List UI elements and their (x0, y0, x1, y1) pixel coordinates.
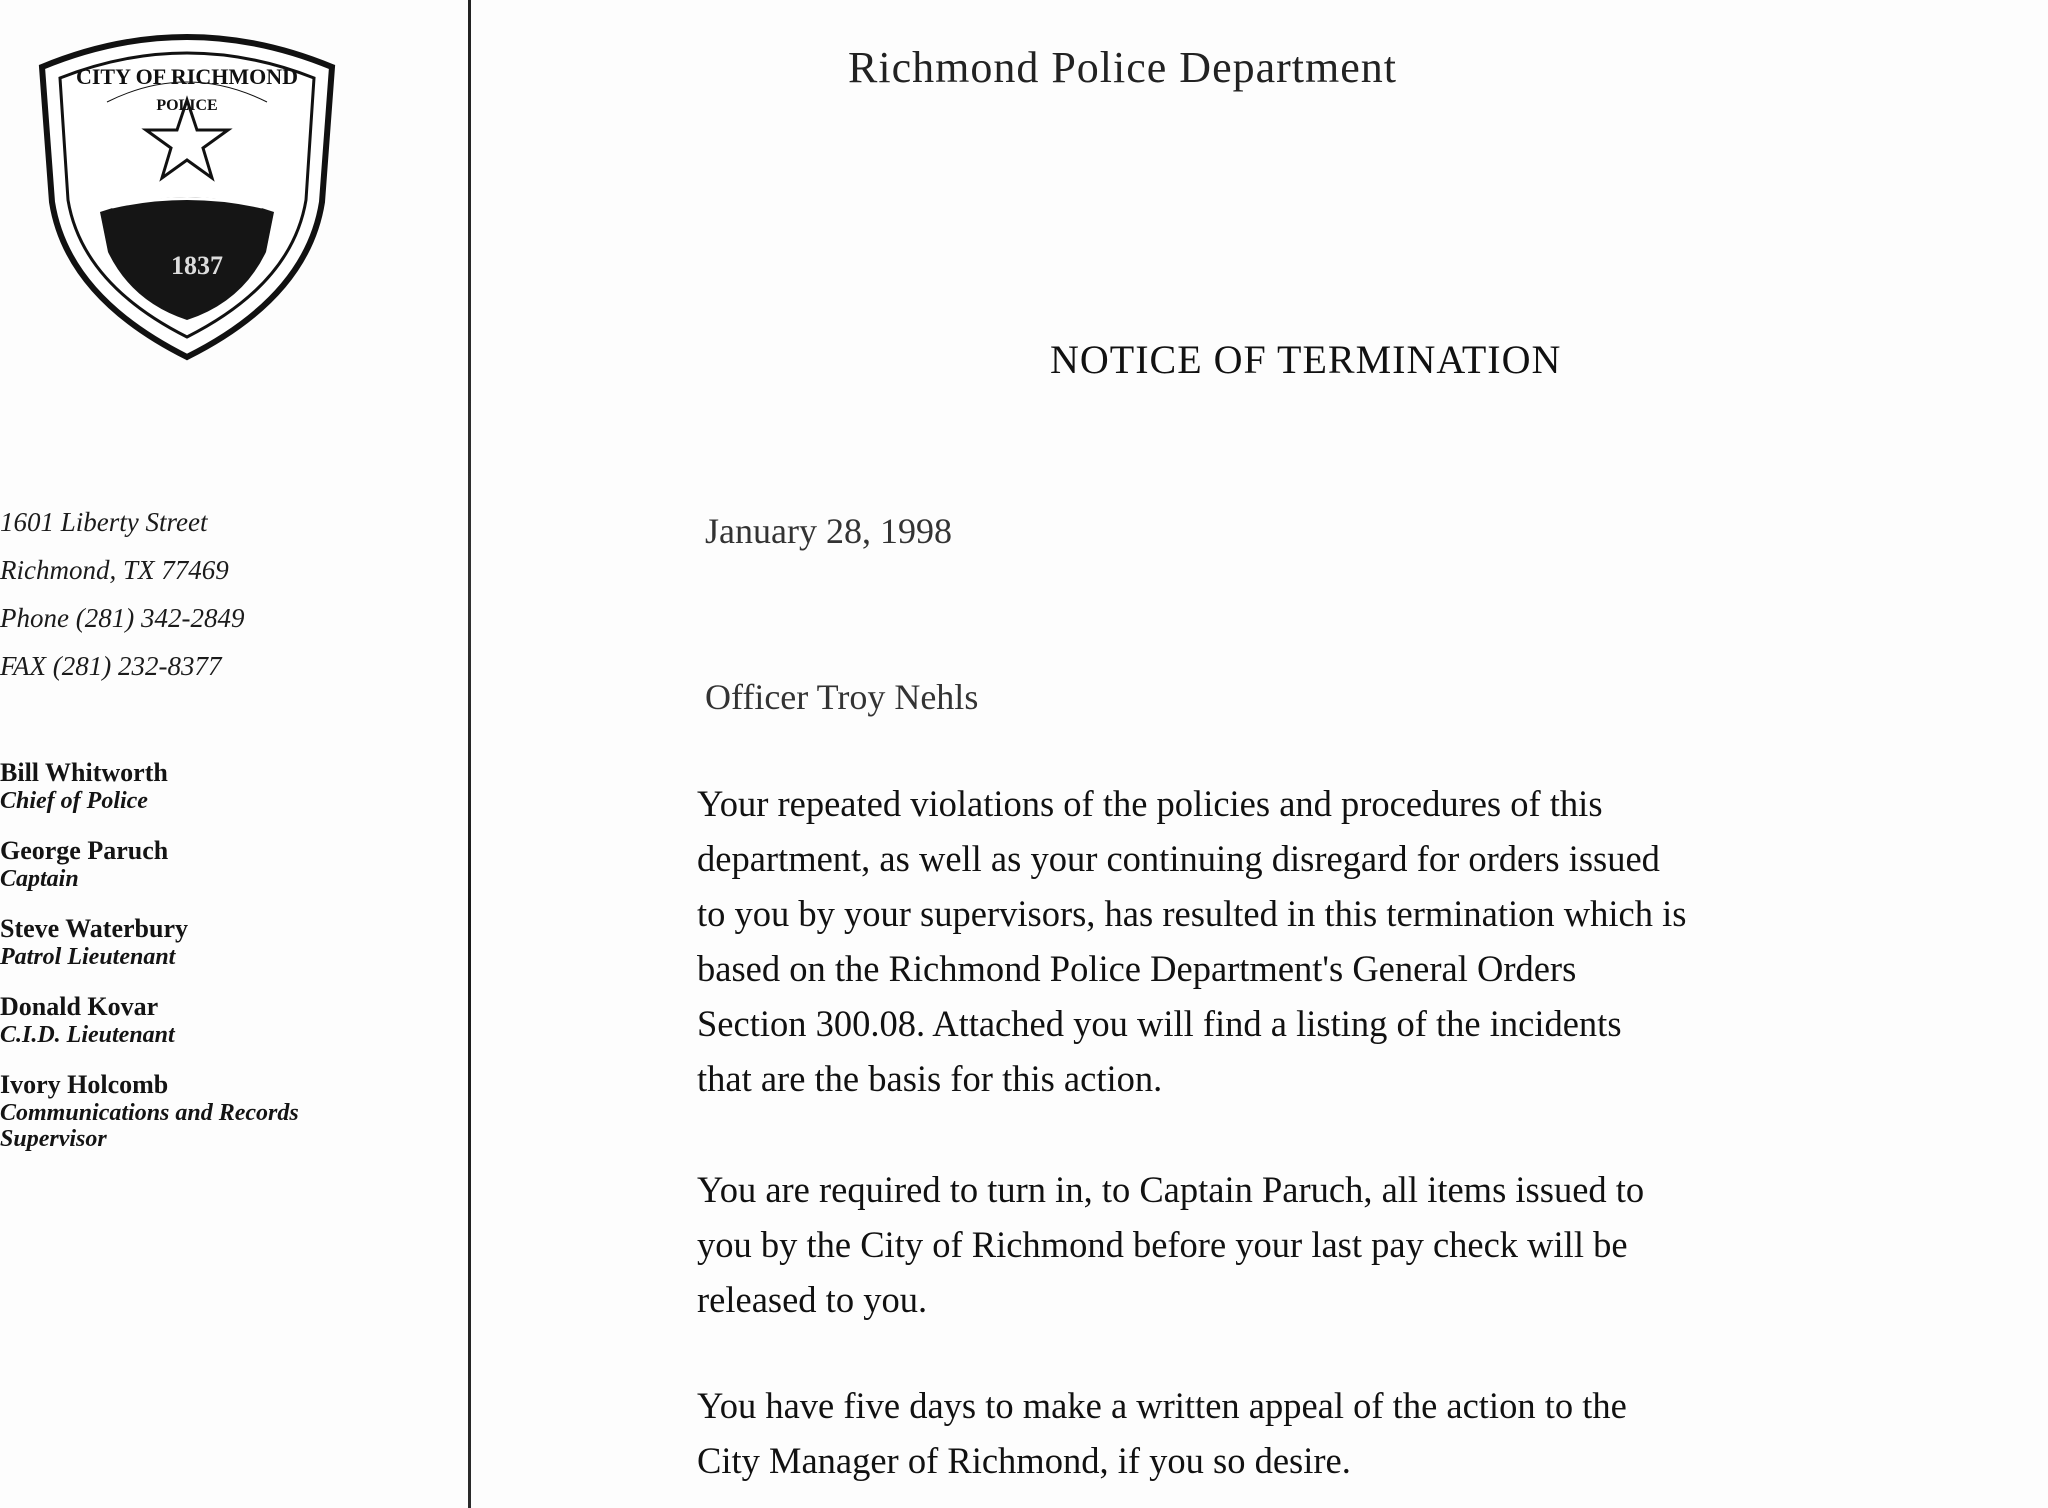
notice-title: NOTICE OF TERMINATION (1050, 337, 1562, 382)
department-address (0, 498, 420, 690)
staff-title: C.I.D. Lieutenant (0, 1022, 175, 1048)
staff-entry (0, 992, 460, 1048)
police-badge-seal (22, 12, 352, 362)
staff-name: Steve Waterbury (0, 914, 188, 943)
text-line: You are required to turn in, to Captain Paruch, all items issued to (697, 1169, 1645, 1210)
text-line: You have five days to make a written appeal of the action to the (697, 1385, 1627, 1426)
badge-year-text: 1837 (171, 251, 223, 280)
staff-title: Communications and Records Supervisor (0, 1100, 299, 1152)
staff-title: Patrol Lieutenant (0, 944, 176, 970)
staff-name: Ivory Holcomb (0, 1070, 169, 1099)
text-line: you by the City of Richmond before your last pay check will be (697, 1224, 1628, 1265)
text-line: City Manager of Richmond, if you so desire. (697, 1440, 1351, 1481)
text-line: released to you. (697, 1279, 928, 1320)
badge-middle-text: POLICE (156, 97, 218, 114)
staff-entry (0, 1070, 460, 1152)
staff-entry (0, 836, 460, 892)
staff-name: George Paruch (0, 836, 169, 865)
badge-top-text: CITY OF RICHMOND (75, 64, 299, 89)
address-line: 1601 Liberty Street (0, 507, 208, 537)
letterhead-title: Richmond Police Department (848, 43, 1397, 92)
address-phone: Phone (281) 342-2849 (0, 603, 245, 633)
sidebar-divider-line (468, 0, 471, 1508)
paragraph-appeal (697, 1378, 1997, 1488)
text-line: that are the basis for this action. (697, 1058, 1163, 1099)
staff-title: Chief of Police (0, 788, 148, 814)
paragraph-termination-reason (697, 776, 1997, 1106)
address-fax: FAX (281) 232-8377 (0, 651, 222, 681)
text-line: Your repeated violations of the policies and procedures of this (697, 783, 1603, 824)
letter-recipient: Officer Troy Nehls (705, 677, 979, 717)
staff-entry (0, 758, 460, 814)
text-line: based on the Richmond Police Department's General Orders (697, 948, 1577, 989)
address-line: Richmond, TX 77469 (0, 555, 229, 585)
text-line: department, as well as your continuing disregard for orders issued (697, 838, 1660, 879)
staff-name: Donald Kovar (0, 992, 159, 1021)
staff-title: Captain (0, 866, 79, 892)
staff-directory (0, 758, 460, 1174)
staff-entry (0, 914, 460, 970)
letterhead-sidebar (0, 0, 470, 1508)
staff-name: Bill Whitworth (0, 758, 168, 787)
paragraph-return-items (697, 1162, 1997, 1327)
text-line: to you by your supervisors, has resulted in this termination which is (697, 893, 1687, 934)
letter-date: January 28, 1998 (705, 511, 952, 551)
text-line: Section 300.08. Attached you will find a listing of the incidents (697, 1003, 1622, 1044)
